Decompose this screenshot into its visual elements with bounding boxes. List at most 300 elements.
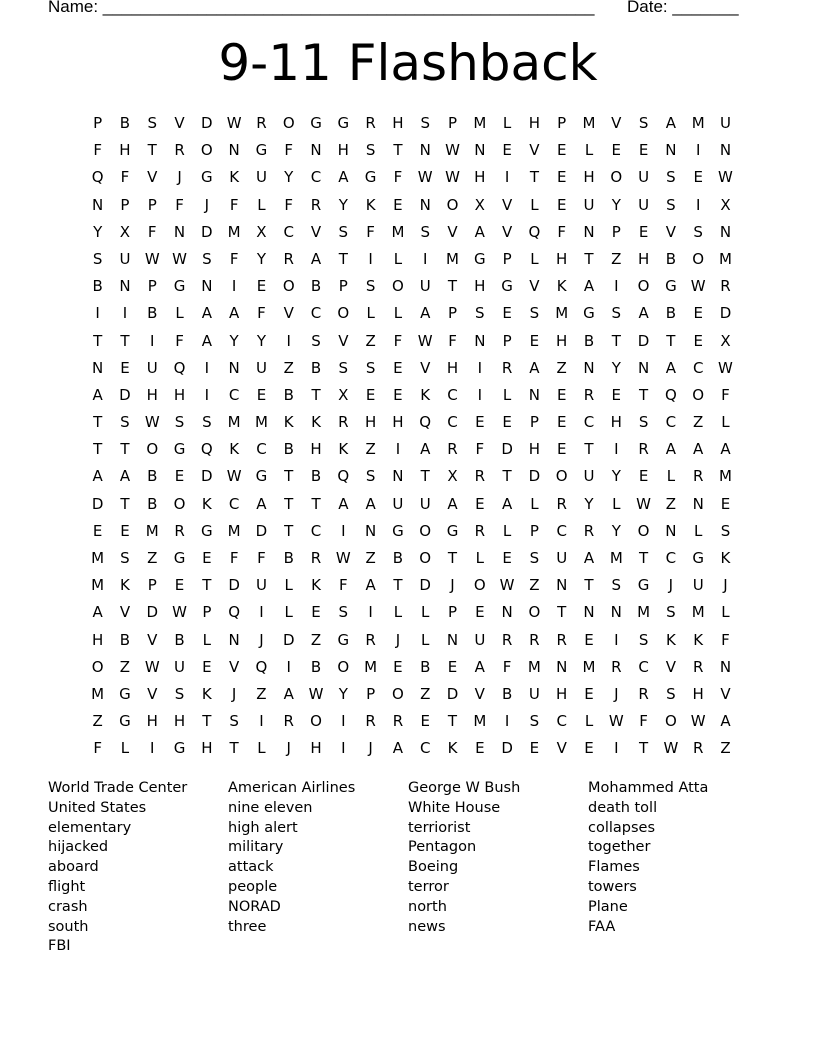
grid-letter: D bbox=[119, 385, 131, 404]
grid-letter: E bbox=[256, 277, 267, 296]
grid-letter: R bbox=[447, 440, 458, 459]
grid-letter: P bbox=[202, 603, 212, 622]
grid-letter: B bbox=[283, 385, 294, 404]
grid-letter: U bbox=[692, 576, 704, 595]
grid-letter: K bbox=[283, 413, 294, 432]
grid-letter: M bbox=[364, 657, 378, 676]
grid-letter: F bbox=[147, 222, 157, 241]
grid-letter: M bbox=[91, 684, 105, 703]
grid-letter: W bbox=[445, 168, 460, 187]
grid-letter: O bbox=[173, 494, 186, 513]
grid-letter: O bbox=[473, 576, 486, 595]
word-list-item: Mohammed Atta bbox=[588, 780, 709, 796]
word-list-item: terriorist bbox=[408, 819, 471, 836]
grid-letter: U bbox=[556, 549, 568, 567]
grid-letter: S bbox=[365, 277, 376, 296]
grid-letter: A bbox=[583, 277, 595, 296]
grid-letter: U bbox=[419, 277, 431, 296]
grid-letter: R bbox=[501, 630, 513, 649]
grid-letter: P bbox=[447, 603, 458, 622]
grid-letter: Y bbox=[611, 467, 621, 486]
word-list-item: elementary bbox=[48, 819, 132, 836]
grid-letter: R bbox=[692, 739, 704, 758]
grid-letter: H bbox=[119, 141, 131, 160]
word-list-item: Pentagon bbox=[408, 839, 477, 856]
grid-letter: I bbox=[259, 603, 264, 622]
grid-letter: M bbox=[254, 413, 268, 432]
grid-letter: S bbox=[311, 331, 321, 350]
grid-letter: R bbox=[392, 712, 404, 731]
grid-letter: L bbox=[175, 304, 184, 323]
grid-letter: F bbox=[721, 385, 730, 404]
grid-letter: I bbox=[368, 249, 373, 268]
grid-letter: E bbox=[638, 222, 649, 241]
grid-letter: B bbox=[665, 249, 677, 268]
grid-letter: A bbox=[392, 739, 404, 758]
grid-letter: S bbox=[666, 195, 676, 214]
grid-letter: F bbox=[257, 549, 266, 567]
grid-letter: N bbox=[419, 141, 431, 160]
grid-letter: N bbox=[228, 630, 240, 649]
grid-letter: U bbox=[583, 195, 595, 214]
grid-letter: U bbox=[119, 249, 131, 268]
grid-letter: E bbox=[611, 141, 622, 160]
grid-letter: A bbox=[338, 494, 349, 513]
grid-letter: I bbox=[122, 304, 128, 323]
grid-letter: F bbox=[175, 331, 184, 350]
grid-letter: S bbox=[666, 168, 676, 187]
grid-letter: B bbox=[501, 684, 513, 703]
grid-letter: B bbox=[283, 440, 294, 459]
grid-letter: K bbox=[556, 277, 567, 296]
grid-letter: S bbox=[338, 358, 349, 377]
grid-letter: L bbox=[257, 195, 266, 214]
grid-letter: Y bbox=[611, 358, 621, 377]
grid-letter: B bbox=[310, 467, 322, 486]
grid-letter: V bbox=[338, 331, 349, 350]
grid-letter: A bbox=[638, 304, 649, 323]
grid-letter: S bbox=[338, 222, 349, 241]
grid-letter: H bbox=[392, 114, 404, 132]
grid-letter: R bbox=[474, 467, 486, 486]
word-list-item: FAA bbox=[588, 918, 616, 935]
grid-letter: F bbox=[448, 331, 457, 350]
grid-letter: E bbox=[202, 657, 212, 676]
grid-letter: R bbox=[174, 521, 185, 540]
grid-letter: S bbox=[120, 413, 130, 432]
grid-letter: F bbox=[393, 168, 403, 187]
grid-letter: M bbox=[91, 549, 105, 567]
grid-letter: R bbox=[501, 358, 513, 377]
grid-letter: E bbox=[502, 413, 512, 432]
grid-letter: A bbox=[283, 684, 294, 703]
grid-letter: U bbox=[255, 358, 267, 377]
grid-letter: S bbox=[666, 603, 676, 622]
grid-letter: M bbox=[145, 521, 159, 540]
grid-letter: F bbox=[284, 141, 294, 160]
grid-letter: A bbox=[365, 494, 376, 513]
grid-letter: X bbox=[447, 467, 458, 486]
grid-letter: O bbox=[692, 385, 705, 404]
grid-letter: F bbox=[120, 168, 130, 187]
word-list-item: World Trade Center bbox=[48, 780, 188, 796]
grid-letter: E bbox=[420, 712, 430, 731]
grid-letter: F bbox=[557, 222, 567, 241]
grid-letter: I bbox=[204, 385, 210, 404]
grid-letter: S bbox=[529, 549, 540, 567]
grid-letter: T bbox=[284, 521, 294, 540]
grid-letter: L bbox=[502, 521, 512, 540]
grid-letter: N bbox=[228, 141, 240, 160]
grid-letter: S bbox=[365, 358, 376, 377]
grid-letter: E bbox=[556, 141, 567, 160]
word-list-item: American Airlines bbox=[228, 780, 356, 796]
grid-letter: Z bbox=[365, 440, 376, 459]
grid-letter: S bbox=[529, 712, 540, 731]
grid-letter: I bbox=[504, 712, 510, 731]
grid-letter: A bbox=[665, 358, 677, 377]
grid-letter: C bbox=[310, 168, 322, 187]
grid-letter: H bbox=[556, 249, 568, 268]
grid-letter: V bbox=[556, 739, 567, 758]
word-list-item: attack bbox=[228, 859, 274, 876]
grid-letter: S bbox=[338, 603, 349, 622]
grid-letter: K bbox=[120, 576, 130, 595]
grid-letter: P bbox=[93, 114, 103, 132]
grid-letter: P bbox=[557, 114, 567, 132]
grid-letter: T bbox=[393, 576, 403, 595]
grid-letter: A bbox=[119, 467, 131, 486]
grid-letter: A bbox=[420, 304, 431, 323]
grid-letter: L bbox=[257, 739, 266, 758]
grid-letter: X bbox=[338, 385, 349, 404]
grid-letter: Z bbox=[556, 358, 567, 377]
grid-letter: E bbox=[529, 739, 540, 758]
grid-letter: I bbox=[695, 195, 701, 214]
grid-letter: R bbox=[720, 277, 731, 296]
grid-letter: N bbox=[719, 141, 732, 160]
grid-letter: I bbox=[259, 712, 264, 731]
word-list-item: north bbox=[408, 898, 447, 915]
grid-letter: G bbox=[310, 114, 322, 132]
grid-letter: M bbox=[446, 249, 459, 268]
grid-letter: K bbox=[229, 168, 240, 187]
grid-letter: A bbox=[365, 576, 376, 595]
grid-letter: V bbox=[147, 168, 158, 187]
grid-letter: W bbox=[445, 141, 460, 160]
grid-letter: I bbox=[422, 249, 428, 268]
grid-letter: N bbox=[419, 195, 431, 214]
grid-letter: R bbox=[583, 385, 595, 404]
grid-letter: G bbox=[665, 277, 677, 296]
grid-letter: G bbox=[583, 304, 595, 323]
grid-letter: W bbox=[718, 358, 733, 377]
grid-letter: T bbox=[202, 576, 212, 595]
grid-letter: G bbox=[392, 521, 404, 540]
grid-letter: Q bbox=[91, 168, 104, 187]
grid-letter: A bbox=[474, 657, 485, 676]
grid-letter: E bbox=[556, 195, 567, 214]
grid-letter: V bbox=[147, 630, 158, 649]
grid-letter: O bbox=[419, 549, 432, 567]
grid-letter: G bbox=[501, 277, 513, 296]
grid-letter: B bbox=[147, 467, 158, 486]
grid-letter: T bbox=[284, 467, 294, 486]
grid-letter: S bbox=[720, 521, 731, 540]
grid-letter: Z bbox=[693, 413, 704, 432]
grid-letter: A bbox=[474, 222, 485, 241]
word-bank bbox=[48, 779, 768, 957]
grid-letter: R bbox=[556, 630, 567, 649]
grid-letter: B bbox=[392, 549, 404, 567]
grid-letter: Y bbox=[338, 195, 348, 214]
grid-letter: A bbox=[201, 304, 212, 323]
grid-letter: A bbox=[256, 494, 267, 513]
grid-letter: Z bbox=[720, 739, 731, 758]
grid-letter: A bbox=[501, 494, 513, 513]
grid-letter: Z bbox=[665, 494, 677, 513]
grid-letter: T bbox=[584, 249, 594, 268]
grid-letter: I bbox=[95, 304, 100, 323]
grid-letter: L bbox=[612, 494, 621, 513]
grid-letter: S bbox=[611, 576, 622, 595]
grid-letter: N bbox=[92, 358, 104, 377]
grid-letter: W bbox=[144, 249, 160, 268]
grid-letter: W bbox=[417, 168, 433, 187]
grid-letter: Z bbox=[365, 331, 376, 350]
grid-letter: Y bbox=[611, 521, 621, 540]
grid-letter: K bbox=[229, 440, 240, 459]
grid-letter: N bbox=[583, 358, 595, 377]
grid-letter: H bbox=[583, 168, 595, 187]
grid-letter: G bbox=[173, 440, 186, 459]
grid-letter: V bbox=[529, 277, 540, 296]
word-list-item: news bbox=[408, 918, 446, 935]
grid-letter: E bbox=[638, 467, 649, 486]
grid-letter: X bbox=[720, 331, 731, 350]
grid-letter: A bbox=[529, 358, 540, 377]
grid-letter: Q bbox=[228, 603, 241, 622]
grid-letter: H bbox=[201, 739, 213, 758]
grid-letter: T bbox=[393, 141, 403, 160]
grid-letter: U bbox=[528, 684, 540, 703]
grid-letter: B bbox=[147, 304, 158, 323]
grid-letter: V bbox=[529, 141, 540, 160]
grid-letter: M bbox=[637, 603, 651, 622]
grid-letter: W bbox=[226, 467, 242, 486]
grid-letter: F bbox=[93, 141, 102, 160]
grid-letter: T bbox=[666, 331, 676, 350]
grid-letter: F bbox=[229, 249, 239, 268]
grid-letter: V bbox=[501, 222, 513, 241]
grid-letter: T bbox=[529, 168, 539, 187]
grid-letter: N bbox=[665, 141, 677, 160]
grid-letter: C bbox=[665, 549, 677, 567]
word-list-item: together bbox=[588, 839, 651, 856]
grid-letter: V bbox=[474, 684, 485, 703]
grid-letter: C bbox=[447, 413, 458, 432]
grid-letter: J bbox=[723, 576, 728, 595]
grid-letter: R bbox=[638, 684, 649, 703]
grid-letter: S bbox=[475, 304, 485, 323]
grid-letter: O bbox=[282, 277, 295, 296]
grid-letter: G bbox=[173, 739, 186, 758]
grid-letter: I bbox=[695, 141, 701, 160]
grid-letter: P bbox=[147, 195, 157, 214]
grid-letter: K bbox=[420, 385, 431, 404]
grid-letter: U bbox=[174, 657, 186, 676]
grid-letter: S bbox=[120, 549, 130, 567]
grid-letter: S bbox=[202, 413, 212, 432]
grid-letter: F bbox=[639, 712, 648, 731]
grid-letter: T bbox=[338, 249, 348, 268]
grid-letter: L bbox=[502, 114, 512, 132]
grid-letter: M bbox=[691, 114, 705, 132]
grid-letter: A bbox=[92, 385, 103, 404]
grid-letter: U bbox=[638, 195, 650, 214]
grid-letter: H bbox=[528, 114, 541, 132]
grid-letter: B bbox=[420, 657, 431, 676]
grid-letter: T bbox=[202, 712, 212, 731]
grid-letter: N bbox=[474, 331, 486, 350]
grid-letter: O bbox=[146, 440, 159, 459]
grid-letter: C bbox=[447, 385, 458, 404]
grid-letter: A bbox=[92, 467, 103, 486]
grid-letter: D bbox=[419, 576, 431, 595]
grid-letter: W bbox=[144, 413, 160, 432]
grid-letter: P bbox=[529, 521, 539, 540]
grid-letter: P bbox=[447, 114, 458, 132]
word-list-item: aboard bbox=[48, 859, 99, 876]
grid-letter: L bbox=[366, 304, 375, 323]
grid-letter: I bbox=[341, 712, 346, 731]
grid-letter: E bbox=[720, 494, 731, 513]
grid-letter: P bbox=[147, 277, 157, 296]
grid-letter: Q bbox=[337, 467, 350, 486]
grid-letter: A bbox=[693, 440, 704, 459]
grid-letter: U bbox=[255, 168, 267, 187]
grid-letter: I bbox=[504, 168, 510, 187]
grid-letter: M bbox=[527, 657, 541, 676]
grid-letter: E bbox=[92, 521, 103, 540]
grid-letter: T bbox=[447, 549, 458, 567]
grid-letter: G bbox=[201, 168, 213, 187]
grid-letter: T bbox=[120, 494, 130, 513]
grid-letter: W bbox=[417, 331, 433, 350]
grid-letter: M bbox=[391, 222, 405, 241]
grid-letter: C bbox=[228, 385, 240, 404]
grid-letter: H bbox=[310, 739, 322, 758]
grid-letter: L bbox=[694, 521, 703, 540]
grid-letter: I bbox=[477, 358, 483, 377]
grid-letter: F bbox=[502, 657, 512, 676]
grid-letter: L bbox=[584, 712, 594, 731]
grid-letter: M bbox=[473, 712, 487, 731]
grid-letter: J bbox=[204, 195, 210, 214]
grid-letter: N bbox=[501, 603, 513, 622]
word-list-item: three bbox=[228, 918, 267, 935]
grid-letter: D bbox=[201, 222, 213, 241]
grid-letter: N bbox=[583, 222, 595, 241]
grid-letter: L bbox=[721, 413, 730, 432]
grid-letter: H bbox=[474, 168, 486, 187]
grid-letter: J bbox=[177, 168, 182, 187]
grid-letter: A bbox=[447, 494, 458, 513]
grid-letter: E bbox=[447, 657, 458, 676]
grid-letter: E bbox=[556, 413, 567, 432]
grid-letter: G bbox=[173, 549, 186, 567]
grid-letter: D bbox=[446, 684, 459, 703]
grid-letter: H bbox=[692, 684, 704, 703]
grid-letter: F bbox=[175, 195, 184, 214]
grid-letter: E bbox=[174, 576, 185, 595]
grid-letter: M bbox=[91, 576, 105, 595]
word-list-item: crash bbox=[48, 898, 88, 915]
grid-letter: O bbox=[637, 521, 650, 540]
grid-letter: H bbox=[173, 385, 186, 404]
grid-letter: A bbox=[665, 440, 677, 459]
grid-letter: B bbox=[583, 331, 595, 350]
grid-letter: T bbox=[120, 440, 130, 459]
grid-letter: N bbox=[719, 657, 732, 676]
grid-letter: S bbox=[174, 413, 185, 432]
grid-letter: T bbox=[584, 576, 594, 595]
grid-letter: B bbox=[310, 358, 322, 377]
grid-letter: J bbox=[368, 739, 373, 758]
grid-letter: P bbox=[338, 277, 348, 296]
grid-letter: N bbox=[556, 657, 568, 676]
grid-letter: N bbox=[692, 494, 704, 513]
grid-letter: L bbox=[666, 467, 676, 486]
grid-letter: S bbox=[638, 114, 649, 132]
grid-letter: S bbox=[365, 467, 376, 486]
grid-letter: E bbox=[556, 385, 567, 404]
grid-letter: H bbox=[446, 358, 459, 377]
grid-letter: E bbox=[475, 494, 485, 513]
grid-letter: W bbox=[690, 277, 706, 296]
grid-letter: G bbox=[446, 521, 459, 540]
grid-letter: C bbox=[228, 494, 240, 513]
grid-letter: E bbox=[202, 549, 212, 567]
grid-letter: H bbox=[173, 712, 186, 731]
grid-letter: C bbox=[256, 440, 267, 459]
grid-letter: V bbox=[611, 114, 622, 132]
grid-letter: S bbox=[666, 684, 676, 703]
grid-letter: I bbox=[204, 358, 210, 377]
grid-letter: N bbox=[583, 603, 595, 622]
grid-letter: W bbox=[172, 603, 187, 622]
grid-letter: T bbox=[447, 277, 458, 296]
grid-letter: R bbox=[638, 440, 649, 459]
grid-letter: U bbox=[638, 168, 650, 187]
grid-letter: O bbox=[419, 521, 432, 540]
grid-letter: E bbox=[584, 684, 594, 703]
grid-letter: T bbox=[420, 467, 430, 486]
grid-letter: P bbox=[120, 195, 130, 214]
grid-letter: I bbox=[341, 521, 346, 540]
grid-letter: B bbox=[119, 114, 131, 132]
word-list-item: United States bbox=[48, 799, 147, 816]
grid-letter: X bbox=[720, 195, 731, 214]
grid-letter: H bbox=[146, 385, 158, 404]
grid-letter: Z bbox=[310, 630, 322, 649]
grid-letter: D bbox=[637, 331, 650, 350]
grid-letter: I bbox=[286, 657, 291, 676]
grid-letter: R bbox=[692, 467, 704, 486]
grid-letter: V bbox=[720, 684, 731, 703]
grid-letter: G bbox=[337, 630, 350, 649]
grid-letter: E bbox=[529, 331, 540, 350]
